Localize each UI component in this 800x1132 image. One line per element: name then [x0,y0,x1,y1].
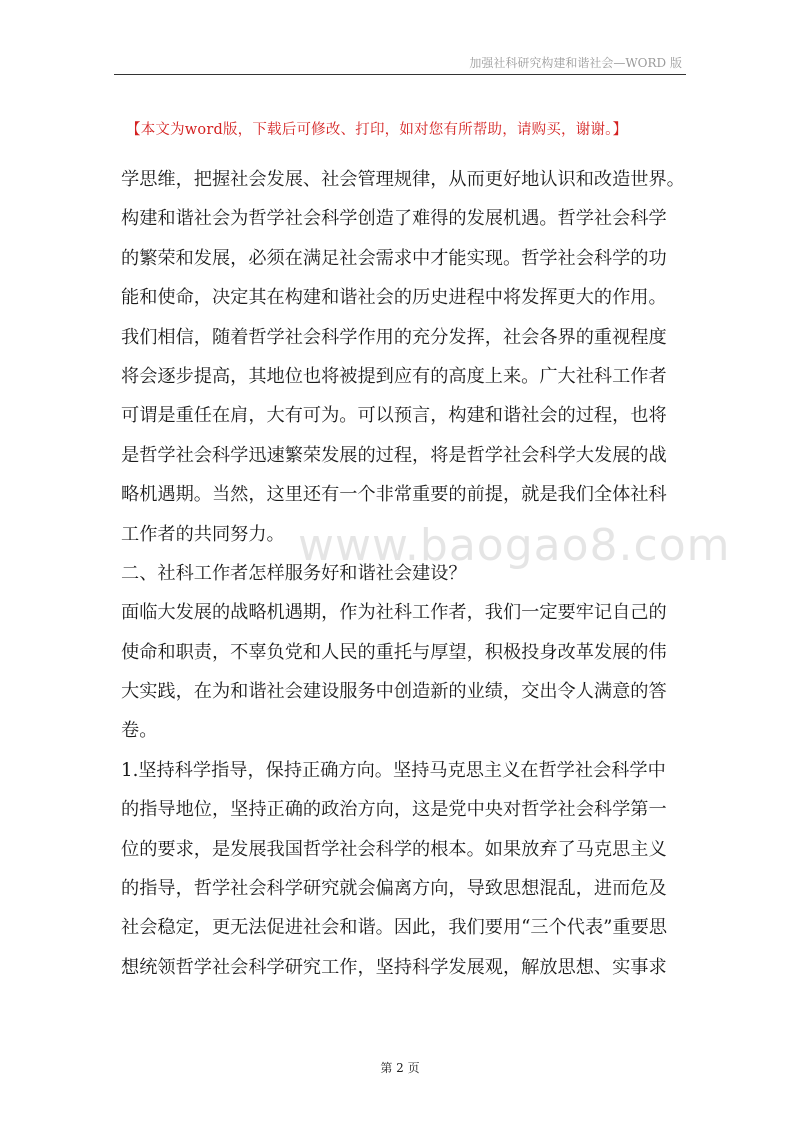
text-line: 1.坚持科学指导，保持正确方向。坚持马克思主义在哲学社会科学中 [121,759,666,781]
text-line: 使命和职责，不辜负党和人民的重托与厚望，积极投身改革发展的伟 [121,641,667,663]
text-line: 社会稳定，更无法促进社会和谐。因此，我们要用“三个代表”重要思 [121,917,668,939]
text-line: 面临大发展的战略机遇期，作为社科工作者，我们一定要牢记自己的 [121,602,667,624]
header-rule [114,74,686,75]
text-line: 是哲学社会科学迅速繁荣发展的过程，将是哲学社会科学大发展的战 [121,444,667,466]
header-title: 加强社科研究构建和谐社会—WORD 版 [469,56,682,70]
text-line: 构建和谐社会为哲学社会科学创造了难得的发展机遇。哲学社会科学 [121,208,667,230]
text-line: 大实践，在为和谐社会建设服务中创造新的业绩，交出令人满意的答 [121,681,667,703]
text-line: 的指导，哲学社会科学研究就会偏离方向，导致思想混乱，进而危及 [121,878,667,900]
text-line: 可谓是重任在肩，大有可为。可以预言，构建和谐社会的过程，也将 [121,405,667,427]
text-line: 学思维，把握社会发展、社会管理规律，从而更好地认识和改造世界。 [121,169,685,190]
text-line: 将会逐步提高，其地位也将被提到应有的高度上来。广大社科工作者 [121,365,667,387]
text-line: 能和使命，决定其在构建和谐社会的历史进程中将发挥更大的作用。 [121,287,667,309]
purchase-notice: 【本文为word版，下载后可修改、打印，如对您有所帮助，请购买，谢谢。】 [126,122,628,138]
text-line: 略机遇期。当然，这里还有一个非常重要的前提，就是我们全体社科 [121,484,667,506]
text-line: 想统领哲学社会科学研究工作，坚持科学发展观，解放思想、实事求 [121,956,667,978]
text-line: 卷。 [121,720,158,742]
text-line: 我们相信，随着哲学社会科学作用的充分发挥，社会各界的重视程度 [121,326,667,348]
text-line: 的指导地位，坚持正确的政治方向，这是党中央对哲学社会科学第一 [121,799,667,821]
text-line: 工作者的共同努力。 [121,523,285,545]
text-line: 位的要求，是发展我国哲学社会科学的根本。如果放弃了马克思主义 [121,838,667,860]
page-number: 第 2 页 [380,1061,420,1075]
body-text [121,160,689,987]
watermark: www.baogao8.com [298,520,731,571]
section-heading: 二、社科工作者怎样服务好和谐社会建设？ [121,562,467,584]
text-line: 的繁荣和发展，必须在满足社会需求中才能实现。哲学社会科学的功 [121,247,667,269]
